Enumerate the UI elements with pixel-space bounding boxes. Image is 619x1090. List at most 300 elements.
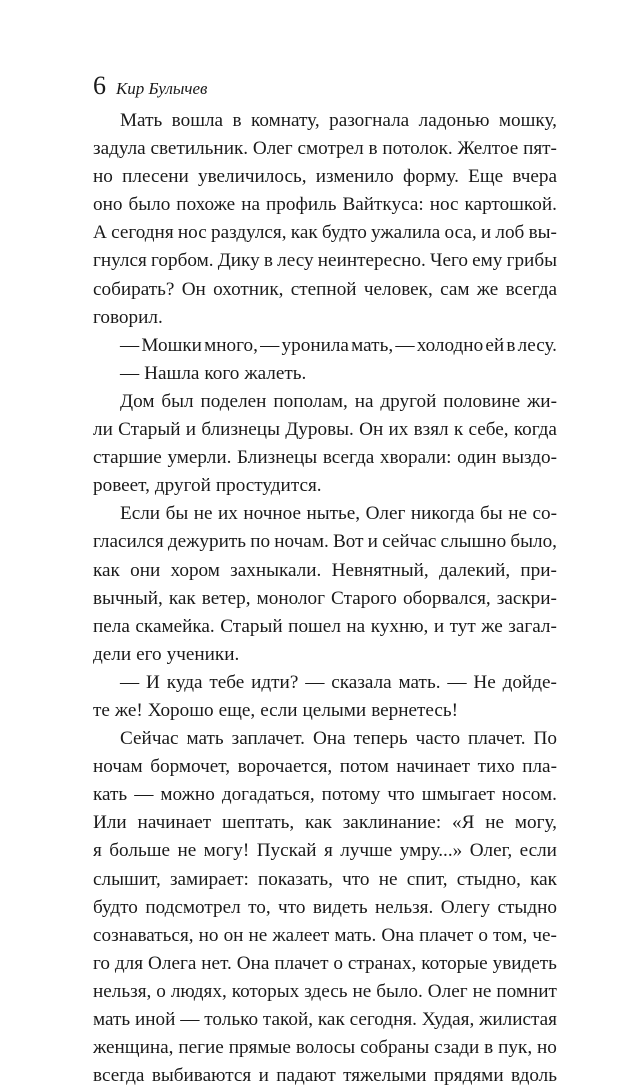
word: умерли.: [167, 447, 232, 469]
word: монолог: [256, 587, 325, 609]
word: больше: [109, 840, 170, 862]
word: один: [457, 447, 497, 469]
word: Сейчас: [120, 728, 179, 750]
word: было.: [376, 980, 423, 1002]
word: уронила: [281, 334, 349, 356]
word: сам: [440, 278, 470, 300]
word: Он: [181, 278, 206, 300]
text-line: [93, 950, 557, 978]
word: Хорошо: [147, 699, 214, 721]
word: вдоль: [510, 1065, 557, 1087]
word: увидеть: [492, 952, 557, 974]
word: их: [218, 503, 238, 525]
word: они: [130, 559, 161, 581]
word: Олег: [365, 503, 406, 525]
word: как: [168, 587, 196, 609]
word: иной: [135, 1009, 176, 1030]
word: в: [368, 138, 378, 160]
word: близнецы: [201, 419, 280, 441]
text-line: [93, 135, 557, 163]
word: хворали:: [379, 447, 452, 469]
word: лесу: [277, 250, 314, 272]
word: видеть: [312, 896, 368, 918]
word: бормочет,: [150, 756, 231, 778]
word: взял: [413, 419, 449, 441]
text-line: [93, 388, 557, 416]
word: замирает:: [169, 868, 249, 890]
word: вычный,: [93, 587, 163, 609]
word: Он: [359, 419, 384, 441]
word: пошел: [288, 615, 341, 637]
word: не: [352, 980, 372, 1002]
word: всегда: [322, 447, 375, 469]
word: потому: [321, 784, 381, 806]
word: о: [156, 980, 166, 1002]
word: сказала: [331, 671, 392, 693]
word: в: [484, 1037, 494, 1059]
word: захныкали.: [230, 559, 322, 581]
text-line: [93, 866, 557, 894]
word: прядями: [433, 1065, 504, 1087]
word: в: [232, 110, 242, 131]
word: горбом.: [151, 250, 214, 272]
word: Худая,: [421, 1009, 475, 1030]
word: то,: [248, 896, 271, 918]
word: показать,: [258, 868, 333, 890]
word: го: [93, 952, 110, 974]
word: бы: [165, 503, 189, 525]
word: нос: [177, 222, 207, 244]
word: плачет: [419, 924, 474, 946]
word: неинтересно.: [317, 250, 426, 272]
word: я: [323, 840, 333, 862]
word: по: [250, 531, 271, 553]
word: еще,: [218, 699, 256, 721]
word: смотрел: [297, 138, 364, 160]
word: комнату,: [251, 110, 320, 131]
word: пегие: [178, 1037, 224, 1059]
text-line: [93, 781, 557, 809]
author-name: Кир Булычев: [116, 79, 208, 98]
word: Или: [93, 812, 127, 834]
text-line: [93, 613, 557, 641]
word: старшие: [93, 447, 162, 469]
word: —: [120, 334, 140, 356]
word: падают: [276, 1065, 336, 1087]
word: подсмотрел: [145, 896, 241, 918]
word: пела: [93, 615, 130, 637]
word: Она: [312, 728, 346, 750]
word: ей: [485, 334, 505, 356]
word: сзади: [434, 1037, 480, 1059]
word: не: [378, 868, 398, 890]
word: Мать: [120, 110, 163, 131]
word: Близнецы: [237, 447, 318, 469]
word: было: [128, 194, 171, 216]
text-line: [93, 219, 557, 247]
word: и: [185, 419, 197, 441]
word: профиль: [265, 194, 337, 216]
word: теперь: [353, 728, 408, 750]
word: простудится.: [215, 475, 322, 497]
word: такой,: [262, 1009, 314, 1030]
word: не: [472, 980, 492, 1002]
text-line: [93, 557, 557, 585]
word: умру...»: [399, 840, 463, 862]
word: лесу.: [517, 334, 557, 356]
word: же: [476, 278, 499, 300]
word: себе,: [468, 419, 509, 441]
word: человек,: [363, 278, 433, 300]
word: пополам,: [273, 390, 348, 412]
word: Старого: [331, 587, 397, 609]
word: о: [333, 952, 343, 974]
word: Олега: [148, 952, 197, 974]
word: оса,: [444, 222, 477, 244]
text-line: [93, 472, 557, 500]
word: Вайткуса:: [342, 194, 424, 216]
word: выздо-: [502, 447, 557, 469]
word: только: [204, 1009, 259, 1030]
word: как: [305, 812, 332, 834]
word: ему: [472, 250, 503, 272]
word: загал-: [508, 615, 557, 637]
word: жилистая: [479, 1009, 557, 1030]
word: том,: [493, 924, 528, 946]
word: пла-: [522, 756, 557, 778]
word: разогнала: [329, 110, 410, 131]
word: плачет: [274, 952, 329, 974]
word: холодно: [416, 334, 484, 356]
word: никогда: [410, 503, 475, 525]
word: —: [134, 784, 154, 806]
word: к: [453, 419, 464, 441]
page-number: 6: [93, 71, 106, 100]
text-line: [93, 585, 557, 613]
word: при-: [520, 559, 557, 581]
word: Если: [120, 503, 161, 525]
word: людях,: [170, 980, 227, 1002]
word: гнулся: [93, 250, 147, 272]
word: что: [278, 896, 306, 918]
word: потом: [339, 756, 389, 778]
word: женщина,: [93, 1037, 174, 1059]
word: прямые: [228, 1037, 291, 1059]
word: не: [193, 503, 213, 525]
word: ветер,: [201, 587, 251, 609]
word: ворочается,: [237, 756, 333, 778]
word: оборвался,: [402, 587, 491, 609]
word: —: [395, 334, 415, 356]
word: для: [114, 952, 144, 974]
word: много,: [204, 334, 258, 356]
text-line: [93, 107, 557, 135]
word: вы-: [528, 222, 557, 244]
word: Дику: [217, 250, 260, 272]
text-line: [93, 641, 557, 669]
word: же!: [114, 699, 143, 721]
word: задула: [93, 138, 146, 160]
word: А: [93, 222, 107, 244]
word: ли: [93, 419, 113, 441]
text-line: [93, 332, 557, 360]
word: другой: [380, 390, 437, 412]
word: ночное: [243, 503, 301, 525]
word: другой: [154, 475, 211, 497]
word: на: [354, 390, 374, 412]
word: жалеть.: [244, 362, 307, 384]
text-line: [93, 1034, 557, 1062]
text-line: [93, 809, 557, 837]
word: половине: [443, 390, 521, 412]
word: увеличилось,: [198, 166, 307, 188]
word: мать,: [351, 334, 394, 356]
word: похоже: [176, 194, 236, 216]
text-line: [93, 276, 557, 304]
word: оно: [93, 194, 123, 216]
word: его: [136, 643, 162, 665]
word: не: [248, 924, 268, 946]
word: хором: [170, 559, 220, 581]
word: на: [241, 194, 260, 216]
word: всегда: [505, 278, 557, 300]
word: идти?: [251, 671, 299, 693]
text-line: [93, 191, 557, 219]
text-line: [93, 1006, 557, 1034]
word: лоб: [495, 222, 525, 244]
word: изменило: [315, 166, 394, 188]
word: заклинание:: [342, 812, 442, 834]
word: я: [93, 840, 102, 862]
word: кого: [204, 362, 240, 384]
running-head: [93, 70, 207, 102]
word: Олег,: [469, 840, 513, 862]
word: Вот: [332, 531, 364, 553]
text-line: [93, 725, 557, 753]
word: как: [530, 868, 557, 890]
word: слышит,: [93, 868, 161, 890]
word: Чего: [429, 250, 468, 272]
word: вошла: [171, 110, 224, 131]
word: он: [223, 924, 244, 946]
word: светильник.: [150, 138, 249, 160]
word: шептать,: [222, 812, 295, 834]
word: помнит: [496, 980, 557, 1002]
word: догадаться,: [221, 784, 315, 806]
text-line: [93, 247, 557, 275]
word: когда: [513, 419, 557, 441]
word: на: [346, 615, 366, 637]
word: и: [480, 222, 492, 244]
word: ночам.: [274, 531, 329, 553]
word: —: [447, 671, 467, 693]
text-line: [93, 500, 557, 528]
text-line: [93, 528, 557, 556]
word: мошку,: [498, 110, 557, 131]
word: Не: [473, 671, 496, 693]
word: кать: [93, 784, 128, 806]
word: —: [120, 362, 140, 384]
word: бы: [480, 503, 503, 525]
word: собраны: [360, 1037, 430, 1059]
text-line: [93, 444, 557, 472]
word: но: [198, 924, 219, 946]
word: если: [519, 840, 557, 862]
word: ровеет,: [93, 475, 150, 497]
word: мать.: [398, 671, 441, 693]
word: сегодня.: [349, 1009, 417, 1030]
word: говорил.: [93, 306, 163, 328]
word: вернетесь!: [371, 699, 459, 721]
word: Старый: [220, 615, 283, 637]
word: Она: [236, 952, 270, 974]
word: носом.: [501, 784, 557, 806]
word: раздулся,: [210, 222, 287, 244]
word: начинает: [137, 812, 212, 834]
word: стыдно,: [456, 868, 521, 890]
text-line: [93, 894, 557, 922]
word: слышно: [440, 531, 507, 553]
word: заскри-: [496, 587, 557, 609]
word: которых: [231, 980, 300, 1002]
word: Старый: [118, 419, 181, 441]
word: степной: [290, 278, 357, 300]
word: Невнятный,: [331, 559, 429, 581]
text-line: [93, 304, 557, 332]
word: собирать?: [93, 278, 175, 300]
word: в: [263, 250, 273, 272]
word: тяжелыми: [343, 1065, 427, 1087]
word: жалеет: [272, 924, 330, 946]
word: Олег: [427, 980, 468, 1002]
word: заплачет.: [231, 728, 305, 750]
word: могу,: [514, 812, 557, 834]
word: Нашла: [144, 362, 200, 384]
word: нельзя,: [93, 980, 152, 1002]
word: их: [388, 419, 409, 441]
word: нет.: [201, 952, 232, 974]
word: что: [342, 868, 370, 890]
word: грибы: [506, 250, 557, 272]
word: если: [260, 699, 298, 721]
word: —: [120, 671, 140, 693]
word: пук,: [498, 1037, 533, 1059]
word: По: [533, 728, 557, 750]
word: которые: [421, 952, 488, 974]
word: пят-: [523, 138, 557, 160]
word: «Я: [452, 812, 475, 834]
word: мать.: [334, 924, 377, 946]
word: потолок.: [382, 138, 453, 160]
text-line: [93, 697, 557, 725]
word: но: [93, 166, 113, 188]
word: Пускай: [256, 840, 317, 862]
word: как: [93, 559, 120, 581]
word: в: [506, 334, 516, 356]
word: жи-: [527, 390, 557, 412]
word: сейчас: [382, 531, 437, 553]
word: начинает: [396, 756, 471, 778]
word: мать: [186, 728, 224, 750]
word: вчера: [512, 166, 557, 188]
word: стыдно: [497, 896, 557, 918]
word: картошкой.: [464, 194, 557, 216]
text-line: [93, 837, 557, 865]
word: здесь: [304, 980, 348, 1002]
word: —: [260, 334, 280, 356]
word: волосы: [295, 1037, 356, 1059]
word: что: [387, 784, 415, 806]
text-line: [93, 1062, 557, 1090]
word: и: [258, 1065, 269, 1087]
word: не: [485, 812, 505, 834]
word: странах,: [347, 952, 417, 974]
word: Дом: [120, 390, 155, 412]
word: Желтое: [457, 138, 519, 160]
word: ученики.: [166, 643, 240, 665]
word: но: [537, 1037, 557, 1059]
word: выбиваются: [151, 1065, 252, 1087]
word: могу!: [203, 840, 250, 862]
body-text: [93, 107, 557, 1090]
word: можно: [160, 784, 215, 806]
word: Она: [381, 924, 415, 946]
word: поделен: [200, 390, 267, 412]
word: спит,: [406, 868, 448, 890]
word: охотник,: [213, 278, 284, 300]
word: ужалила: [371, 222, 441, 244]
word: кухню,: [370, 615, 429, 637]
text-line: [93, 416, 557, 444]
word: Дуровы.: [285, 419, 354, 441]
word: далекий,: [438, 559, 511, 581]
word: нос: [429, 194, 459, 216]
word: со-: [532, 503, 557, 525]
word: дойде-: [502, 671, 557, 693]
word: часто: [415, 728, 461, 750]
word: лучше: [340, 840, 393, 862]
word: —: [180, 1009, 200, 1030]
word: и: [367, 531, 378, 553]
word: сознаваться,: [93, 924, 194, 946]
word: нельзя.: [374, 896, 434, 918]
word: дежурить: [167, 531, 247, 553]
word: тебе: [209, 671, 245, 693]
text-line: [93, 669, 557, 697]
word: не: [508, 503, 527, 525]
word: ладонью: [418, 110, 490, 131]
word: куда: [166, 671, 203, 693]
word: всегда: [93, 1065, 145, 1087]
word: Мошки: [141, 334, 202, 356]
text-line: [93, 753, 557, 781]
word: —: [305, 671, 325, 693]
word: Олег: [252, 138, 293, 160]
word: же: [481, 615, 503, 637]
word: сегодня: [111, 222, 174, 244]
word: плесени: [122, 166, 189, 188]
word: тихо: [477, 756, 515, 778]
word: нытье,: [306, 503, 361, 525]
word: дели: [93, 643, 132, 665]
word: ночам: [93, 756, 143, 778]
word: гласился: [93, 531, 164, 553]
text-line: [93, 922, 557, 950]
text-line: [93, 163, 557, 191]
word: плачет.: [468, 728, 526, 750]
word: о: [478, 924, 488, 946]
word: целыми: [302, 699, 367, 721]
